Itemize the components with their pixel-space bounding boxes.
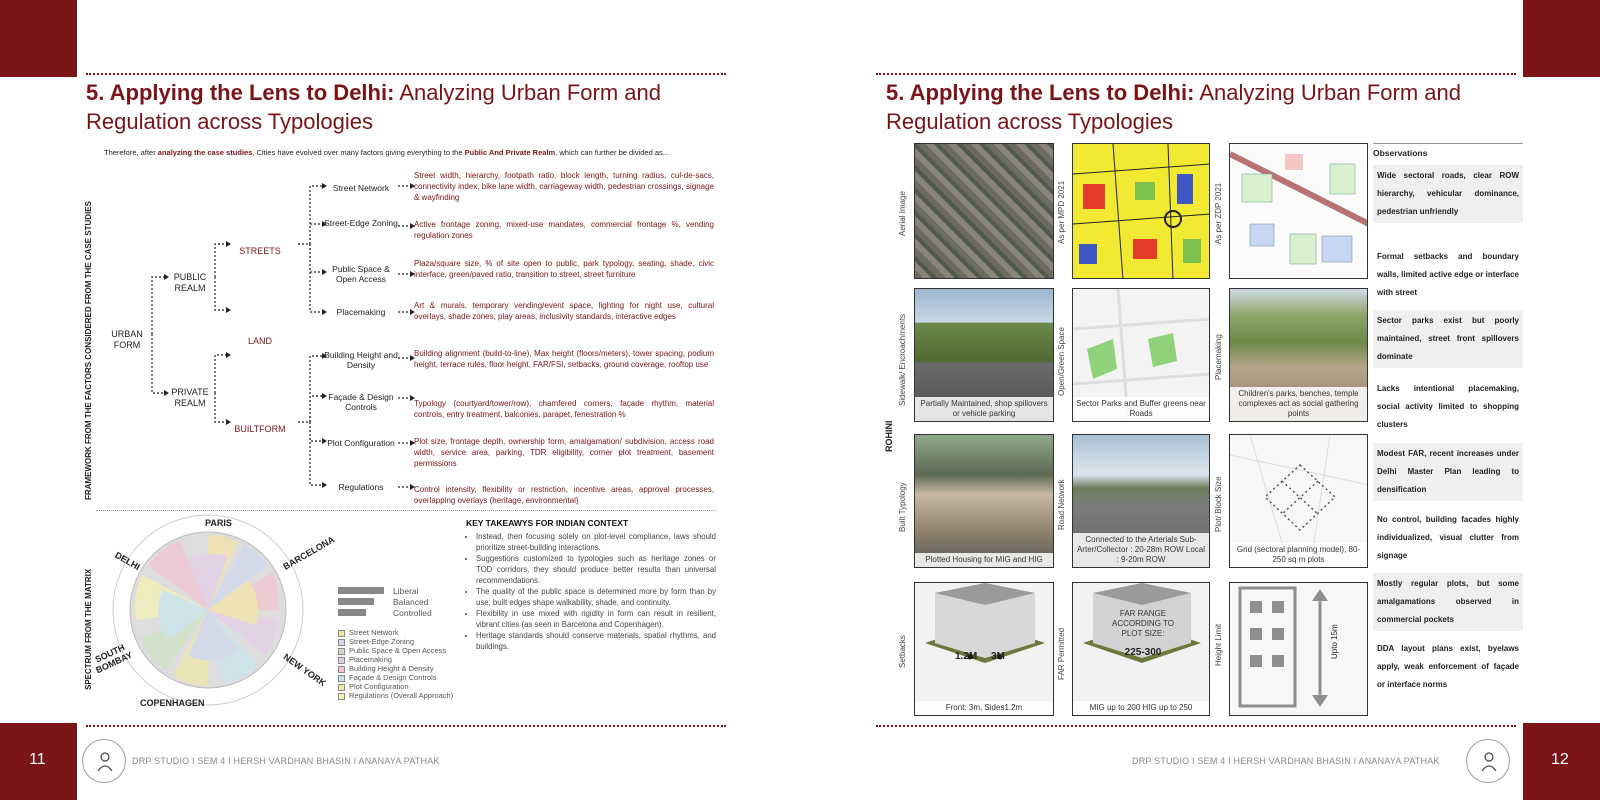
node-builtform: BUILTFORM	[234, 424, 286, 434]
far-diagram	[1072, 582, 1210, 716]
node-private-realm: PRIVATE REALM	[171, 387, 209, 408]
item-name: Public Space & Open Access	[332, 264, 390, 284]
bottom-rule-right	[876, 725, 1516, 727]
far-range-text: FAR RANGE ACCORDING TO PLOT SIZE:	[1112, 609, 1174, 638]
spectrum-label: SPECTRUM FROM THE MATRIX	[84, 568, 93, 690]
mpd-map-drawing	[1073, 144, 1210, 279]
title-line2: Regulation across Typologies	[886, 109, 1173, 134]
setback-drawing	[915, 583, 1054, 716]
placemaking-photo	[1229, 288, 1368, 422]
legend-swatch	[338, 684, 345, 691]
setbacks-diagram	[914, 582, 1054, 716]
intro-bold-2: Public And Private Realm	[464, 148, 556, 157]
legend-swatch	[338, 639, 345, 646]
observation-item: Sector parks exist but poorly maintained, street front spillovers dominate	[1373, 310, 1523, 368]
intro-text	[104, 148, 714, 158]
takeaway-item: • Heritage standards should conserve materials, spatial rhythms, and buildings.	[476, 630, 716, 652]
caption: Grid (sectoral planning model), 80-250 sq m plots	[1230, 543, 1367, 567]
item-description: Plot size, frontage depth, ownership form, amalgamation/ subdivision, access road width, service area, parking, TDR eligibility, corner plot treatment, basement permissions	[414, 437, 714, 468]
legend-item	[338, 637, 453, 646]
green-space-map	[1072, 288, 1210, 422]
radial-label-delhi: DELHI	[113, 549, 142, 573]
scale-bar-balanced	[338, 598, 374, 605]
item-description: Active frontage zoning, mixed-use mandates, commercial frontage %, vending regulation zones	[414, 220, 714, 240]
caption: Children's parks, benches, temple complexes act as social gathering points	[1230, 387, 1367, 421]
takeaways-title: KEY TAKEAWYS FOR INDIAN CONTEXT	[466, 518, 629, 528]
rohini-label: ROHINI	[884, 420, 894, 452]
radial-outer-ring	[110, 512, 306, 708]
legend-label: Façade & Design Controls	[349, 673, 437, 682]
section-divider	[96, 510, 716, 511]
title-line2: Regulation across Typologies	[86, 109, 373, 134]
title-bold: 5. Applying the Lens to Delhi:	[86, 80, 395, 105]
takeaway-item: • Flexibility in use mixed with rigidity in form can result in resilient, vibrant cities (as seen in Barcelona and Copenhagen).	[476, 608, 716, 630]
observation-item: Formal setbacks and boundary walls, limited active edge or interface with street	[1377, 252, 1519, 297]
row-label: Sidewalk/ Encroachments	[898, 313, 907, 406]
node-streets: STREETS	[239, 246, 281, 256]
item-name: Placemaking	[336, 307, 386, 317]
title-bold: 5. Applying the Lens to Delhi:	[886, 80, 1195, 105]
scale-bar-liberal	[338, 587, 384, 594]
scale-label-controlled: Controlled	[393, 608, 432, 618]
bottom-rule-left	[86, 725, 726, 727]
radial-label-barcelona: BARCELONA	[281, 534, 337, 572]
scale-label-balanced: Balanced	[393, 597, 429, 607]
node-public-realm: PUBLIC REALM	[173, 272, 207, 293]
page-number-left: 11	[29, 751, 46, 768]
legend-label: Regulations (Overall Approach)	[349, 691, 454, 700]
sidewalk-photo	[914, 288, 1054, 422]
item-name: Building Height and Density	[324, 350, 398, 370]
height-limit-diagram	[1229, 582, 1368, 716]
row-label: Setbacks	[898, 635, 907, 668]
scale-label-liberal: Liberal	[393, 586, 419, 596]
zdp-map-drawing	[1230, 144, 1368, 279]
node-land: LAND	[247, 336, 272, 346]
item-description: Art & murals, temporary vending/event space, lighting for night use, cultural overlays, shade zones, play areas, inclusivity standards, interactive edges	[414, 301, 714, 321]
person-icon	[1480, 749, 1498, 773]
row-label: As per MPD 2021	[1057, 180, 1066, 244]
intro-post: , which can further be divided as...	[555, 148, 670, 157]
far-range-value: 225-300	[1124, 647, 1162, 658]
legend-swatch	[338, 675, 345, 682]
setback-front-label: 3M	[991, 651, 1005, 662]
observation-item: Wide sectoral roads, clear ROW hierarchy, vehicular dominance, pedestrian unfriendly	[1373, 165, 1523, 223]
intro-bold-1: analyzing the case studies	[157, 148, 253, 157]
row-label: Open/Green Space	[1057, 327, 1066, 396]
legend-item	[338, 673, 453, 682]
key-takeaways	[466, 518, 716, 652]
legend	[338, 628, 453, 700]
studio-logo-left	[82, 739, 126, 783]
intro-mid: , Cities have evolved over many factors giving everything to the	[252, 148, 465, 157]
page-title-right	[886, 78, 1518, 136]
item-name: Regulations	[338, 482, 384, 492]
radial-label-paris: PARIS	[205, 518, 232, 528]
title-rest: Analyzing Urban Form and	[1194, 80, 1461, 105]
top-rule-left	[86, 73, 726, 75]
legend-label: Street Network	[349, 628, 399, 637]
observations-header: Observations	[1373, 148, 1428, 158]
title-rest: Analyzing Urban Form and	[394, 80, 661, 105]
item-name: Street Network	[332, 183, 390, 193]
height-value: Upto 15m	[1330, 624, 1339, 659]
row-label: Plot/ Block Size	[1214, 476, 1223, 532]
top-rule-right	[876, 73, 1516, 75]
legend-swatch	[338, 657, 345, 664]
legend-label: Plot Configuration	[349, 682, 409, 691]
row-label: Built Typology	[898, 482, 907, 532]
item-description: Control intensity, flexibility or restriction, incentive areas, approval processes, overlapping overlays (heritage, environmental)	[414, 485, 714, 505]
radial-label-southbombay: SOUTH BOMBAY	[93, 642, 134, 676]
item-description: Building alignment (build-to-line), Max height (floors/meters), tower spacing, podium height, terrace rules, floor height, FAR/FSI, setbacks, ground coverage, rooftop use	[414, 349, 714, 369]
legend-item	[338, 655, 453, 664]
item-description: Street width, hierarchy, footpath ratio, block length, turning radius, cul-de-sacs, connectivity index, bike lane width, carriageway width, pedestrian crossings, signage & wayfinding	[414, 171, 714, 202]
setback-side-label: 1.2M	[955, 651, 978, 662]
caption: Connected to the Arterials Sub-Arter/Collector : 20-28m ROW Local : 9-20m ROW	[1073, 533, 1209, 567]
caption: Sector Parks and Buffer greens near Roads	[1073, 397, 1209, 421]
observation-item: Mostly regular plots, but some amalgamations observed in commercial pockets	[1373, 573, 1523, 631]
scale-bar-controlled	[338, 609, 366, 616]
plot-block-map	[1229, 434, 1368, 568]
observation-item: Modest FAR, recent increases under Delhi Master Plan leading to densification	[1373, 443, 1523, 501]
item-name: Street-Edge Zoning	[324, 218, 398, 228]
caption: Front: 3m, Sides1.2m	[915, 701, 1053, 715]
row-label: Aerial Image	[898, 191, 907, 236]
item-name: Façade & Design Controls	[328, 392, 394, 412]
legend-label: Public Space & Open Access	[349, 646, 447, 655]
road-network-photo	[1072, 434, 1210, 568]
height-drawing	[1230, 583, 1368, 716]
zdp-2021-map	[1229, 143, 1368, 279]
legend-item	[338, 664, 453, 673]
row-label: Height Limit	[1214, 623, 1223, 666]
intro-pre: Therefore, after	[104, 148, 158, 157]
footer-credits-right: DRP STUDIO I SEM 4 I HERSH VARDHAN BHASIN I ANANAYA PATHAK	[1132, 756, 1440, 766]
row-label: FAR Permitted	[1057, 627, 1066, 680]
row-label: Road Network	[1057, 479, 1066, 530]
built-typology-photo	[914, 434, 1054, 568]
legend-label: Street-Edge Zoning	[349, 637, 415, 646]
aerial-image	[914, 143, 1054, 279]
corner-block-top-left	[0, 0, 77, 77]
legend-label: Placemaking	[349, 655, 392, 664]
corner-block-top-right	[1523, 0, 1600, 77]
caption: Plotted Housing for MIG and HIG	[915, 553, 1053, 567]
legend-swatch	[338, 648, 345, 655]
legend-item	[338, 682, 453, 691]
legend-item	[338, 628, 453, 637]
mpd-2021-map	[1072, 143, 1210, 279]
row-label: As per ZDP 2021	[1214, 182, 1223, 244]
framework-label: FRAMEWORK FROM THE FACTORS CONSIDERED FROM THE CASE STUDIES	[84, 201, 93, 500]
node-urban-form: URBAN FORM	[111, 329, 143, 350]
takeaway-item: • The quality of the public space is determined more by form than by use; built edges shape walkability, shade, and continuity.	[476, 586, 716, 608]
caption: Partially Maintained, shop spillovers or vehicle parking	[915, 397, 1053, 421]
legend-swatch	[338, 630, 345, 637]
item-description: Plaza/square size, % of site open to public, park typology, seating, shade, civic interface, green/paved ratio, transition to street, street furniture	[414, 259, 714, 279]
radial-label-newyork: NEW YORK	[281, 651, 328, 689]
item-description: Typology (courtyard/tower/row), chamfered corners, façade rhythm, material controls, entry treatment, balconies, parapet, fenestration %	[414, 399, 714, 419]
observations-rule	[1373, 143, 1523, 144]
legend-item	[338, 646, 453, 655]
legend-label: Building Height & Density	[349, 664, 434, 673]
page-number-right: 12	[1551, 751, 1569, 768]
footer-credits-left: DRP STUDIO I SEM 4 I HERSH VARDHAN BHASIN I ANANAYA PATHAK	[132, 756, 440, 766]
observation-item: DDA layout plans exist, byelaws apply, weak enforcement of façade or interface norms	[1377, 644, 1519, 689]
legend-swatch	[338, 693, 345, 700]
takeaway-item: • Suggestions customized to typologies such as heritage zones or TOD corridors, they should produce better results than universal recommendations.	[476, 553, 716, 586]
studio-logo-right	[1466, 739, 1510, 783]
person-icon	[96, 749, 114, 773]
legend-swatch	[338, 666, 345, 673]
radial-label-copenhagen: COPENHAGEN	[140, 698, 205, 708]
item-name: Plot Configuration	[327, 438, 395, 448]
legend-item	[338, 691, 453, 700]
observation-item: Lacks intentional placemaking, social activity limited to shopping clusters	[1377, 384, 1519, 429]
caption: MIG up to 200 HIG up to 250	[1073, 701, 1209, 715]
row-label: Placemaking	[1214, 334, 1223, 380]
page-title-left	[86, 78, 726, 136]
observation-item: No control, building facades highly individualized, visual clutter from signage	[1377, 515, 1519, 560]
takeaway-item: • Instead, then focusing solely on plot-level compliance, laws should prioritize street-building interactions.	[476, 531, 716, 553]
